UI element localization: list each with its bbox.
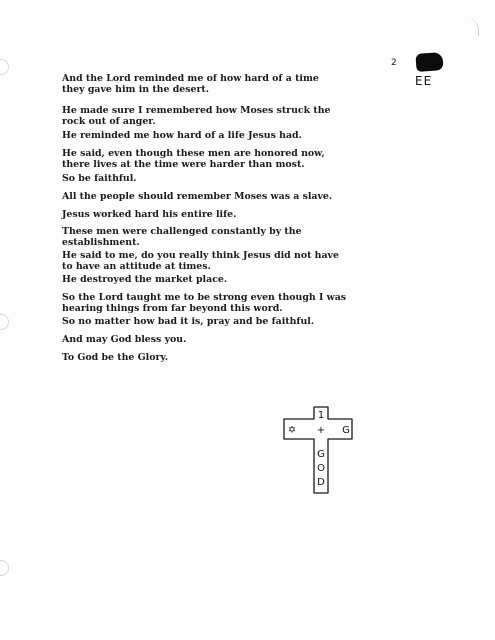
text-line [62, 210, 236, 221]
text-line-row: He said, even though these men are honored now, [62, 148, 325, 159]
text-line-row: hearing things from far beyond this word. [62, 302, 283, 314]
redaction-mark [415, 52, 443, 72]
text-line-row: they gave him in the desert. [62, 83, 210, 95]
text-line [62, 192, 332, 203]
text-line-row: establishment. [62, 236, 140, 248]
text-line [62, 353, 168, 364]
cross-right-label: G [342, 425, 350, 436]
text-line-row: All the people should remember Moses was a slave. [62, 191, 333, 202]
initials: EE [415, 74, 433, 88]
text-line [62, 293, 346, 314]
text-line-row: He made sure I remembered how Moses struck the [62, 105, 331, 116]
text-line [62, 335, 186, 346]
text-line-row: to have an attitude at times. [62, 260, 211, 272]
text-line-row: And may God bless you. [62, 334, 187, 345]
text-line [62, 149, 325, 170]
text-line-row: He destroyed the market place. [62, 274, 228, 285]
text-line-row: He reminded me how hard of a life Jesus had. [62, 130, 302, 141]
text-line-row: So no matter how bad it is, pray and be faithful. [62, 316, 315, 327]
text-line-row: These men were challenged constantly by the [62, 226, 302, 237]
punch-hole-middle [0, 314, 9, 330]
cross-top-label: 1 [317, 410, 325, 421]
cross-drawing [280, 405, 360, 500]
text-line-row: rock out of anger. [62, 115, 156, 127]
star-of-david-icon: ✡ [287, 425, 297, 436]
text-line-row: He said to me, do you really think Jesus did not have [62, 250, 339, 261]
text-line [62, 131, 302, 142]
text-line [62, 106, 331, 127]
text-line-row: Jesus worked hard his entire life. [62, 209, 237, 220]
cross-vertical-letter: O [317, 463, 325, 474]
text-line-row: there lives at the time were harder than most. [62, 158, 305, 170]
text-line-row: So the Lord taught me to be strong even though I was [62, 292, 347, 303]
punch-hole-bottom [0, 560, 9, 576]
punch-hole-top [0, 59, 9, 75]
text-line [62, 227, 302, 248]
cross-vertical-letter: G [317, 449, 325, 460]
text-line [62, 174, 137, 185]
text-line [62, 74, 319, 95]
text-line-row: So be faithful. [62, 173, 137, 184]
text-line-row: And the Lord reminded me of how hard of a time [62, 73, 319, 84]
corner-scan-mark [464, 18, 479, 36]
text-line [62, 251, 339, 272]
text-line [62, 275, 227, 286]
text-line-row: To God be the Glory. [62, 352, 169, 363]
page-number: 2 [391, 58, 397, 68]
text-line [62, 317, 314, 328]
cross-vertical-letter: D [317, 477, 325, 488]
cross-center-mark: + [316, 425, 326, 436]
